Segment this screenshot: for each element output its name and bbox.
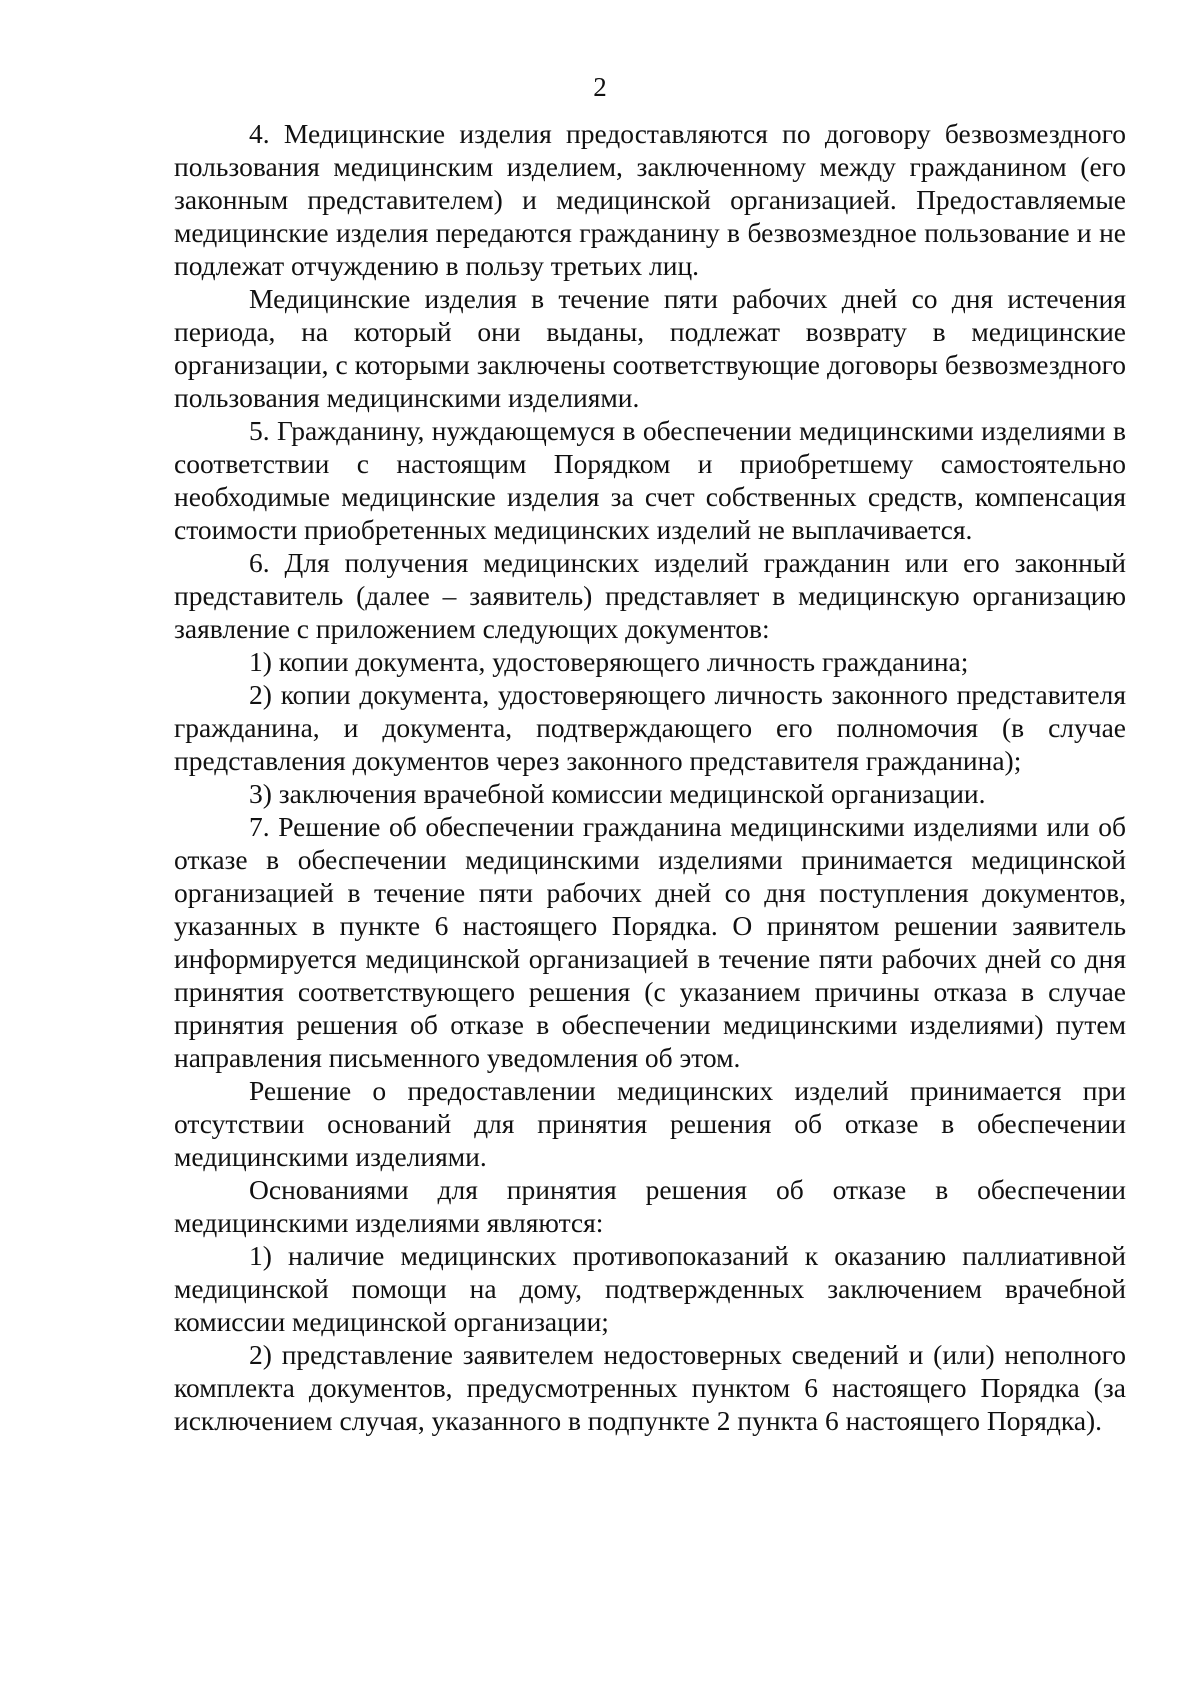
list-item-identity-copy: 1) копии документа, удостоверяющего личность гражданина;	[249, 646, 969, 677]
paragraph-4-free-use-agreement: 4. Медицинские изделия предоставляются по договору безвозмездного пользования медицинским изделием, заключенному между гражданином (его законным представителем) и медицинской организацией. Предоставляемые медицинские изделия передаются гражданину в безвозмездное пользование и не подлежат отчуждению в пользу третьих лиц.	[174, 118, 1126, 281]
document-body	[174, 117, 1126, 1437]
list-item-commission-conclusion: 3) заключения врачебной комиссии медицинской организации.	[249, 778, 986, 809]
list-item-contraindications: 1) наличие медицинских противопоказаний к оказанию паллиативной медицинской помощи на дому, подтвержденных заключением врачебной комиссии медицинской организации;	[174, 1240, 1126, 1337]
paragraph-provision-decision: Решение о предоставлении медицинских изделий принимается при отсутствии оснований для принятия решения об отказе в обеспечении медицинскими изделиями.	[174, 1075, 1126, 1172]
page-number: 2	[593, 72, 607, 102]
list-item-false-information: 2) представление заявителем недостоверных сведений и (или) неполного комплекта документов, предусмотренных пунктом 6 настоящего Порядка (за исключением случая, указанного в подпункте 2 пункта 6 настоящего Порядка).	[174, 1339, 1126, 1436]
paragraph-refusal-grounds: Основаниями для принятия решения об отказе в обеспечении медицинскими изделиями являются:	[174, 1174, 1126, 1238]
paragraph-6-application: 6. Для получения медицинских изделий гражданин или его законный представитель (далее – заявитель) представляет в медицинскую организацию заявление с приложением следующих документов:	[174, 547, 1126, 644]
list-item-representative-copy: 2) копии документа, удостоверяющего личность законного представителя гражданина, и документа, подтверждающего его полномочия (в случае представления документов через законного представителя гражданина);	[174, 679, 1126, 776]
paragraph-7-decision: 7. Решение об обеспечении гражданина медицинскими изделиями или об отказе в обеспечении медицинскими изделиями принимается медицинской организацией в течение пяти рабочих дней со дня поступления документов, указанных в пункте 6 настоящего Порядка. О принятом решении заявитель информируется медицинской организацией в течение пяти рабочих дней со дня принятия соответствующего решения (с указанием причины отказа в случае принятия решения об отказе в обеспечении медицинскими изделиями) путем направления письменного уведомления об этом.	[174, 811, 1126, 1073]
paragraph-return-of-devices: Медицинские изделия в течение пяти рабочих дней со дня истечения периода, на который они выданы, подлежат возврату в медицинские организации, с которыми заключены соответствующие договоры безвозмездного пользования медицинскими изделиями.	[174, 283, 1126, 413]
paragraph-5-no-compensation: 5. Гражданину, нуждающемуся в обеспечении медицинскими изделиями в соответствии с настоящим Порядком и приобретшему самостоятельно необходимые медицинские изделия за счет собственных средств, компенсация стоимости приобретенных медицинских изделий не выплачивается.	[174, 415, 1126, 545]
